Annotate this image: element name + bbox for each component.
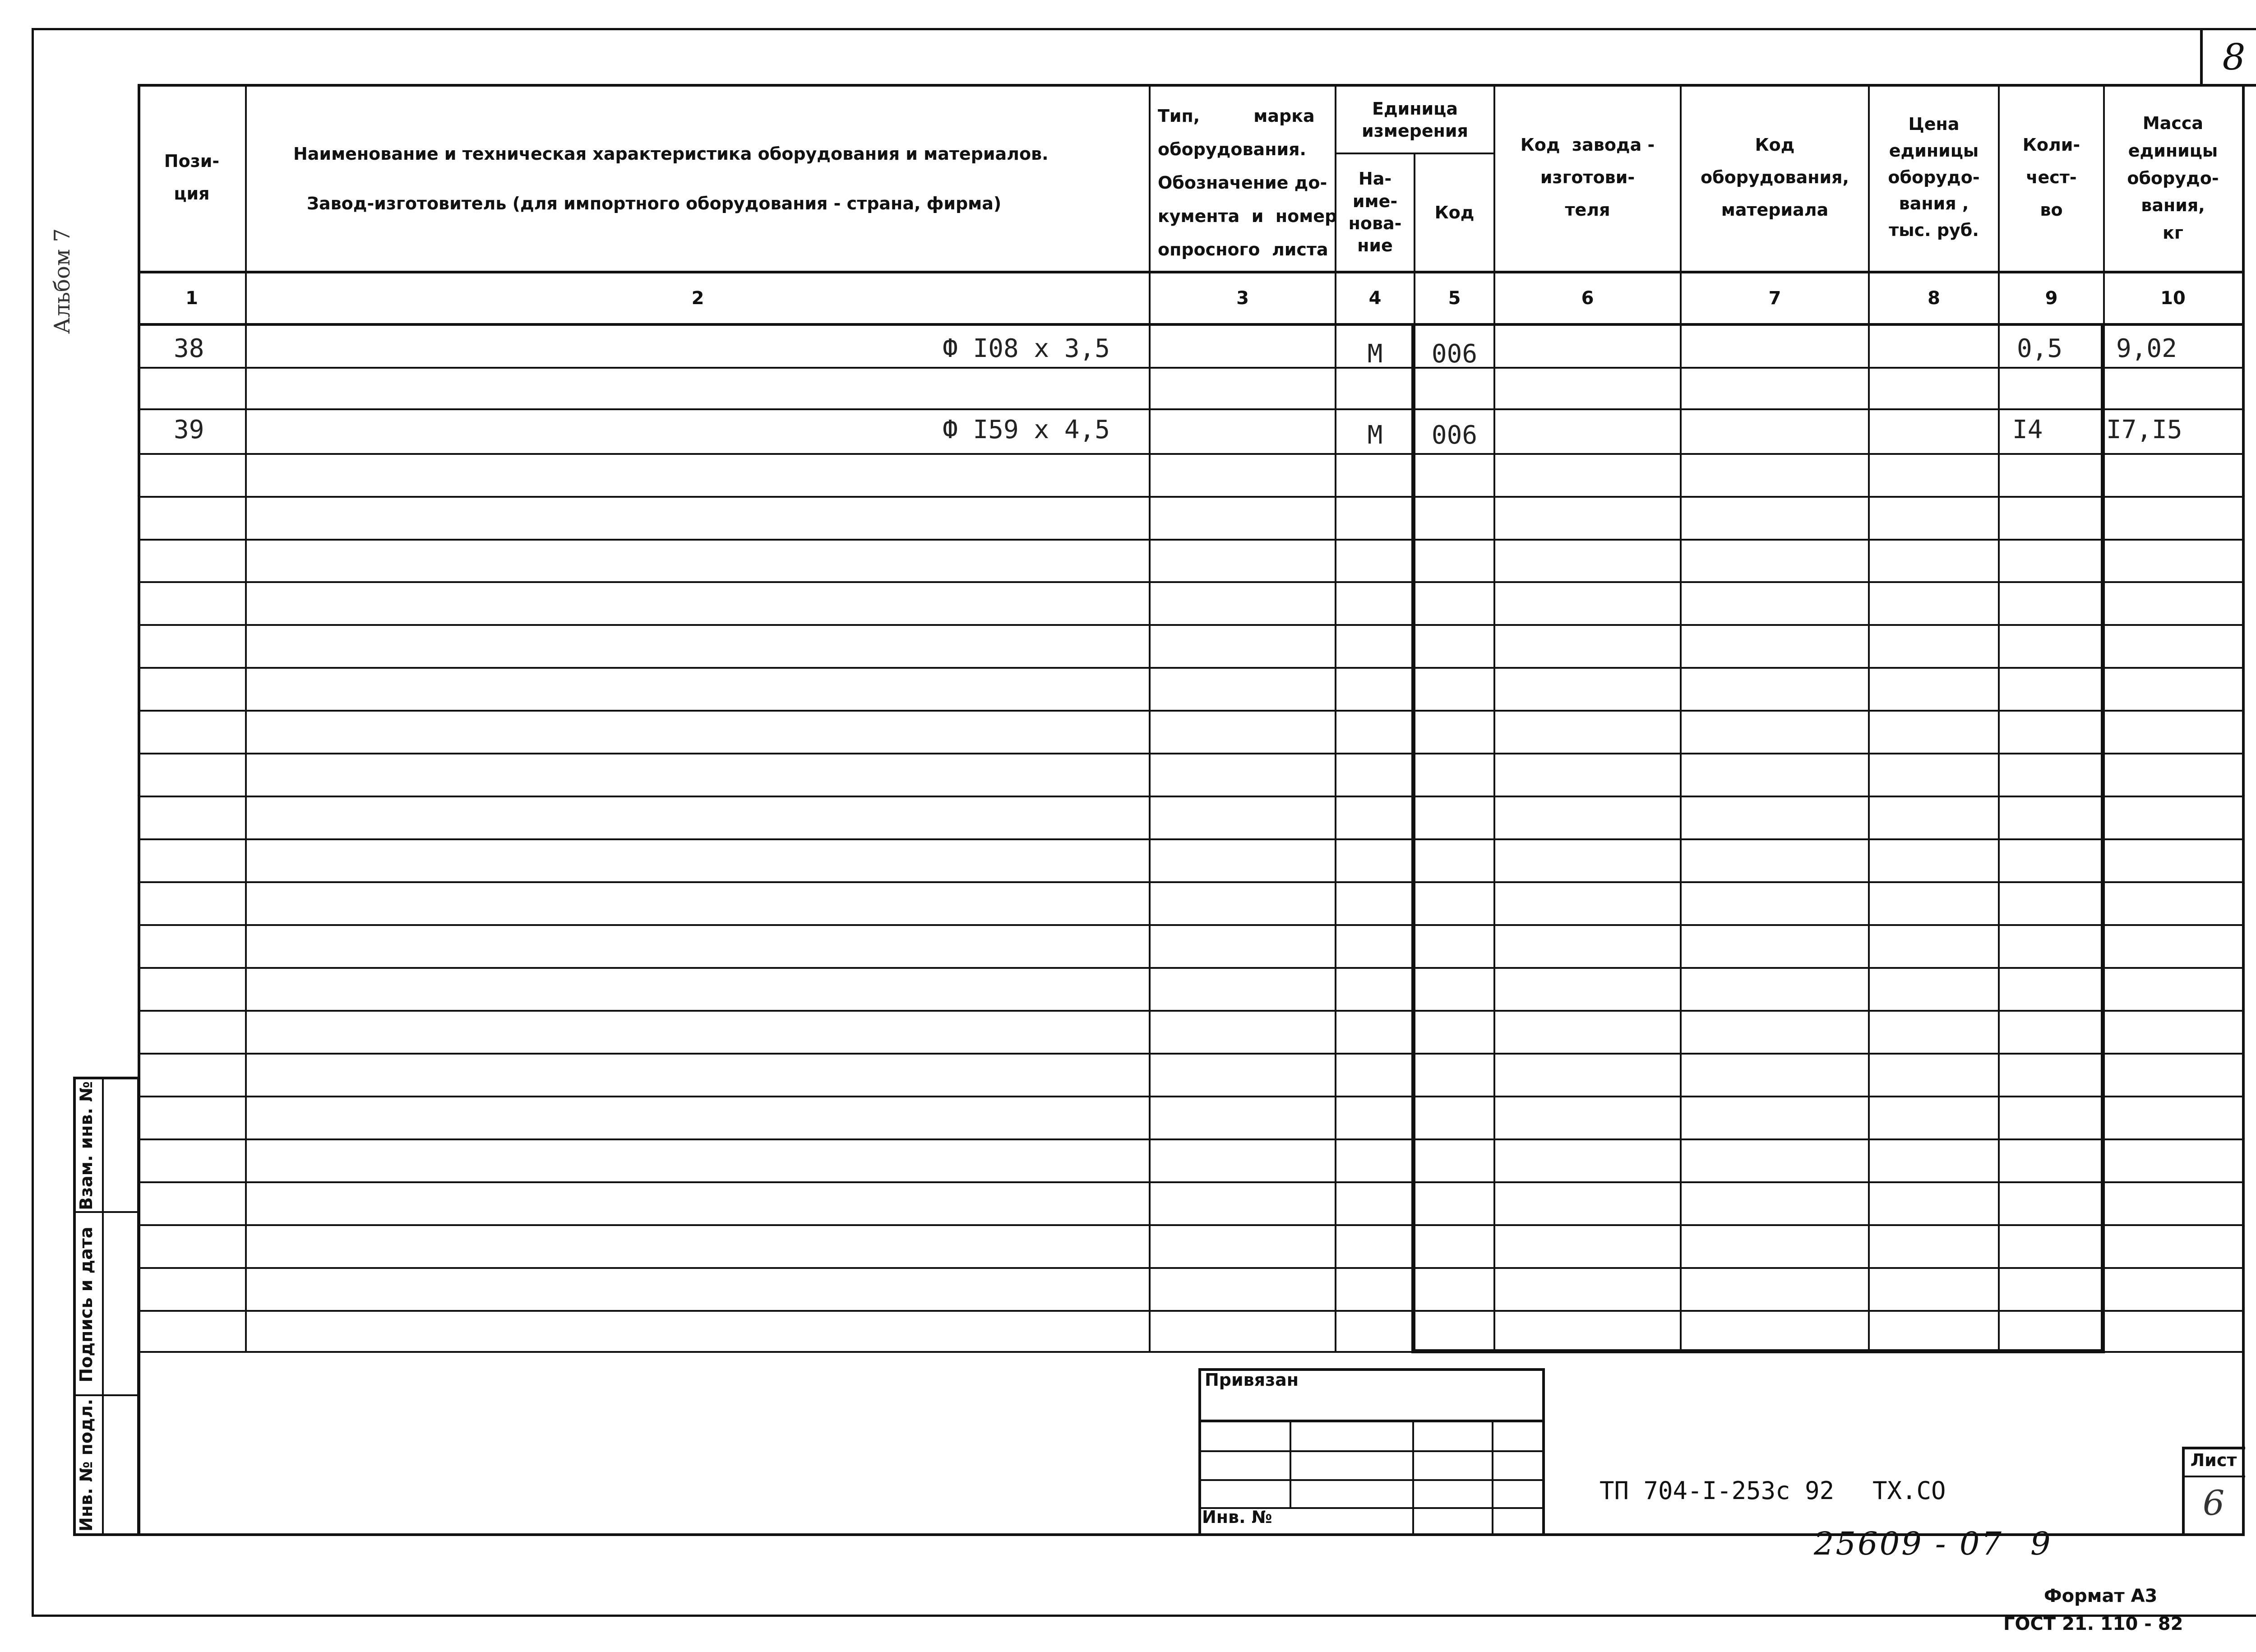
header-name <box>293 129 1049 228</box>
header-unit-name-l1: На- <box>1358 169 1392 189</box>
row-rule <box>138 753 2245 754</box>
inv-no-label: Инв. № <box>1202 1507 1272 1527</box>
header-position-l1: Пози- <box>164 151 220 171</box>
header-unit-l1: Единица <box>1372 98 1458 119</box>
header-mass-l1: Масса <box>2142 113 2204 133</box>
title-vline-2 <box>1412 1420 1414 1536</box>
row-rule <box>138 967 2245 969</box>
header-price-l4: вания , <box>1899 194 1969 214</box>
sheet-left-border <box>32 28 34 1616</box>
header-type-l3: Обозначение до- <box>1158 172 1327 193</box>
stamp-vzam: Взам. инв. № <box>76 1081 96 1210</box>
colnum-3: 3 <box>1236 288 1249 309</box>
header-mass-l5: кг <box>2163 223 2183 243</box>
title-vline-3 <box>1492 1420 1493 1536</box>
stamp-podpis: Подпись и дата <box>76 1226 96 1383</box>
row-38-unit-name: М <box>1367 339 1383 369</box>
privyazan-label: Привязан <box>1205 1370 1299 1390</box>
header-mass-l2: единицы <box>2128 140 2218 161</box>
header-price-l5: тыс. руб. <box>1889 220 1979 241</box>
row-rule <box>138 881 2245 883</box>
row-rule <box>138 1138 2245 1140</box>
stamp-inv: Инв. № подл. <box>76 1398 96 1532</box>
row-rule <box>138 496 2245 498</box>
table-body-bottom <box>138 1351 2245 1353</box>
bold-border-left <box>1411 323 1415 1353</box>
header-type-l4: кумента и номер <box>1158 206 1337 227</box>
row-38-mass: 9,02 <box>2116 334 2177 363</box>
header-equipment-code-l2: оборудования, <box>1701 167 1849 187</box>
row-rule <box>138 1181 2245 1183</box>
colnum-10: 10 <box>2160 288 2186 309</box>
row-rule <box>138 838 2245 840</box>
header-factory-code <box>1494 84 1681 271</box>
row-rule <box>138 408 2245 410</box>
archive-page: 9 <box>2030 1525 2051 1562</box>
header-unit-code <box>1415 154 1494 271</box>
row-38-unit-code: 006 <box>1431 339 1478 369</box>
row-39-mass: I7,I5 <box>2106 415 2182 444</box>
colnum-9: 9 <box>2045 288 2058 309</box>
sheet-number-split <box>2182 1476 2245 1477</box>
row-rule <box>138 1053 2245 1055</box>
header-name-l1: Наименование и техническая характеристика оборудования и материалов. <box>293 144 1049 164</box>
row-39-quantity: I4 <box>2012 415 2043 444</box>
header-unit-code-l1: Код <box>1434 202 1475 222</box>
row-rule <box>138 581 2245 583</box>
header-quantity-l3: во <box>2040 200 2063 220</box>
header-factory-code-l2: изготови- <box>1540 167 1635 187</box>
header-unit-name-l2: име- <box>1352 191 1398 211</box>
header-equipment-code-l3: материала <box>1721 200 1829 220</box>
header-unit-name-l4: ние <box>1357 236 1393 256</box>
sheet-bottom-border <box>32 1615 2256 1617</box>
bold-border-right <box>2101 323 2105 1353</box>
album-label: Альбом 7 <box>50 228 75 334</box>
row-rule <box>138 1096 2245 1097</box>
header-price-l3: оборудо- <box>1888 167 1980 187</box>
row-39-position: 39 <box>174 415 204 444</box>
header-unit-name-l3: нова- <box>1348 213 1402 233</box>
header-position <box>138 84 246 271</box>
header-unit <box>1336 88 1494 152</box>
row-rule <box>138 796 2245 797</box>
header-price <box>1869 84 1999 271</box>
gost-label: ГОСТ 21. 110 - 82 <box>2003 1614 2183 1634</box>
sheet-number: 6 <box>2202 1483 2225 1523</box>
row-rule <box>138 453 2245 455</box>
colnum-6: 6 <box>1581 288 1594 309</box>
format-label: Формат А3 <box>2044 1586 2158 1606</box>
sheet-top-border <box>32 28 2256 30</box>
header-price-l2: единицы <box>1889 140 1979 161</box>
header-mass-l4: вания, <box>2141 195 2205 216</box>
row-38-name: Ф I08 x 3,5 <box>943 334 1110 363</box>
colnum-1: 1 <box>185 288 198 309</box>
row-rule <box>138 667 2245 669</box>
header-type <box>1151 99 1336 266</box>
header-type-l1: Тип, марка <box>1158 106 1315 126</box>
title-vline-1 <box>1290 1420 1291 1508</box>
row-rule <box>138 367 2245 369</box>
row-rule <box>138 1224 2245 1226</box>
header-factory-code-l1: Код завода - <box>1520 134 1655 155</box>
row-38-position: 38 <box>174 334 204 363</box>
sheet-label: Лист <box>2190 1450 2237 1470</box>
document-mark: ТХ.СО <box>1872 1476 1946 1505</box>
header-price-l1: Цена <box>1908 114 1960 134</box>
header-unit-name <box>1336 154 1415 271</box>
row-rule <box>138 624 2245 626</box>
row-rule <box>138 1010 2245 1012</box>
row-rule <box>138 710 2245 712</box>
row-rule <box>138 924 2245 926</box>
header-unit-l2: измерения <box>1362 121 1468 141</box>
colnum-divider <box>138 323 2245 326</box>
colnum-8: 8 <box>1928 288 1940 309</box>
row-rule <box>138 1267 2245 1269</box>
colnum-7: 7 <box>1768 288 1781 309</box>
row-39-unit-code: 006 <box>1431 421 1478 450</box>
header-factory-code-l3: теля <box>1565 200 1610 220</box>
document-code: ТП 704-I-253с 92 <box>1600 1476 1835 1505</box>
row-39-unit-name: М <box>1367 421 1383 450</box>
corner-sheet-number: 8 <box>2222 36 2246 78</box>
header-equipment-code-l1: Код <box>1755 134 1795 155</box>
header-quantity-l1: Коли- <box>2022 134 2080 155</box>
row-39-name: Ф I59 x 4,5 <box>943 415 1110 444</box>
archive-number: 25609 - 07 <box>1814 1525 2003 1562</box>
colnum-2: 2 <box>691 288 704 309</box>
header-name-l2: Завод-изготовитель (для импортного оборудования - страна, фирма) <box>307 194 1002 213</box>
header-position-l2: ция <box>174 184 210 204</box>
header-quantity <box>1999 84 2104 271</box>
header-type-l5: опросного листа <box>1158 240 1328 260</box>
header-equipment-code <box>1681 84 1869 271</box>
row-rule <box>138 539 2245 541</box>
header-mass <box>2104 90 2242 266</box>
row-38-quantity: 0,5 <box>2017 334 2063 363</box>
colnum-5: 5 <box>1448 288 1461 309</box>
row-rule <box>138 1310 2245 1312</box>
header-mass-l3: оборудо- <box>2127 168 2219 188</box>
colnum-4: 4 <box>1368 288 1382 309</box>
side-stamp-inner <box>102 1077 104 1536</box>
header-quantity-l2: чест- <box>2026 167 2077 187</box>
header-type-l2: оборудования. <box>1158 139 1306 159</box>
